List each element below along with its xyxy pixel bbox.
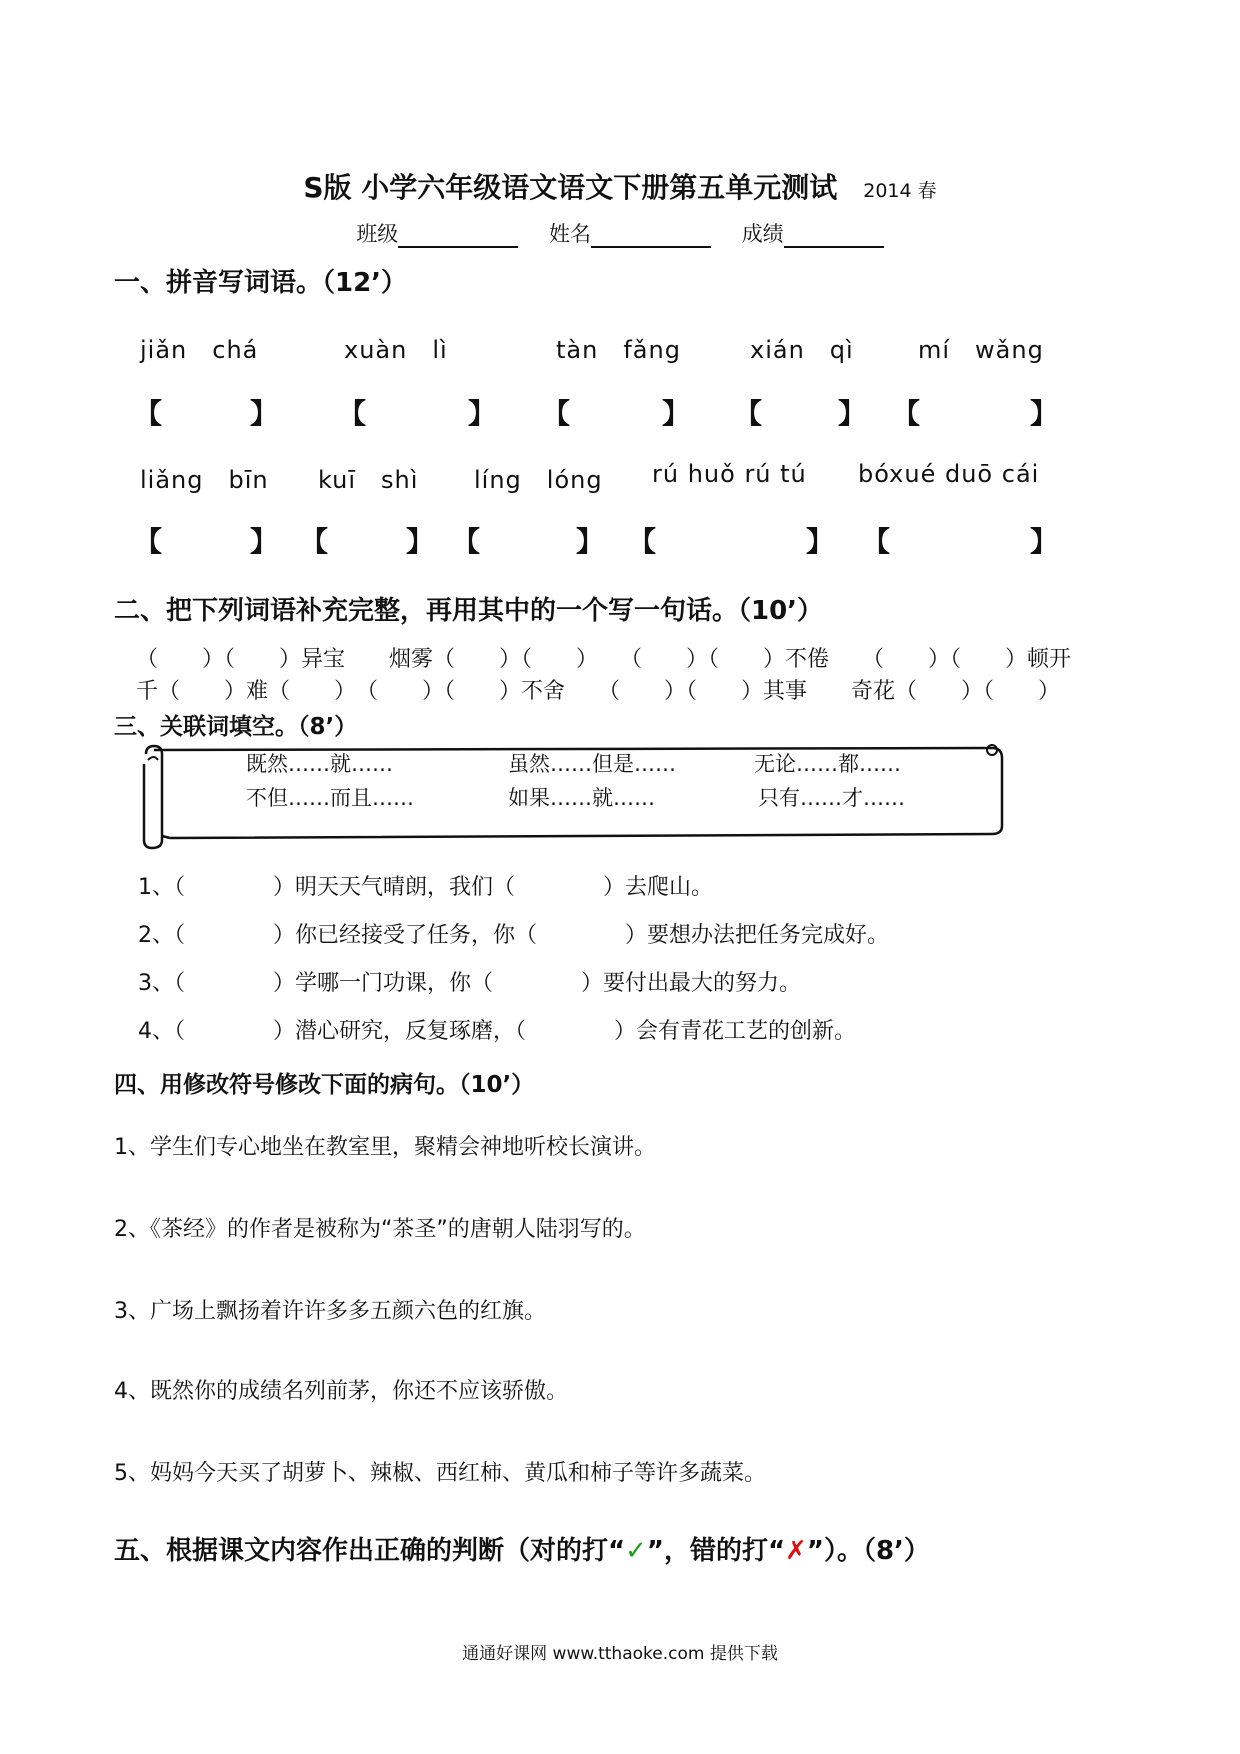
answer-bracket-open: 【 <box>300 525 329 558</box>
answer-bracket-close: 】 <box>1030 525 1059 558</box>
answer-bracket-close: 】 <box>1030 397 1059 430</box>
conjunction-6: 只有……才…… <box>758 786 905 810</box>
faulty-sentence-3: 3、广场上飘扬着许许多多五颜六色的红旗。 <box>114 1299 546 1324</box>
pinyin-9: rú huǒ rú tú <box>652 460 807 488</box>
answer-bracket-close: 】 <box>576 525 605 558</box>
pinyin-5: mí wǎng <box>918 336 1044 364</box>
conjunction-1: 既然……就…… <box>246 752 393 776</box>
faulty-sentence-5: 5、妈妈今天买了胡萝卜、辣椒、西红柿、黄瓜和柿子等许多蔬菜。 <box>114 1461 766 1486</box>
conjunction-5: 如果……就…… <box>508 786 655 810</box>
section4-heading: 四、用修改符号修改下面的病句。（10’） <box>114 1072 535 1098</box>
pinyin-2: xuàn lì <box>344 336 448 364</box>
pinyin-7: kuī shì <box>318 466 419 494</box>
name-blank[interactable] <box>591 222 711 248</box>
answer-bracket-open: 【 <box>892 397 921 430</box>
pinyin-10: bóxué duō cái <box>858 460 1040 488</box>
section1-heading: 一、拼音写词语。（12’） <box>114 268 408 298</box>
conjunction-question-3: 3、（ ）学哪一门功课，你（ ）要付出最大的努力。 <box>138 971 801 996</box>
answer-bracket-open: 【 <box>134 525 163 558</box>
section5-heading-pre: 五、根据课文内容作出正确的判断（对的打“ <box>114 1536 626 1566</box>
answer-bracket-open: 【 <box>338 397 367 430</box>
answer-bracket-close: 】 <box>406 525 435 558</box>
section5-heading <box>114 1530 930 1567</box>
answer-bracket-close: 】 <box>838 397 867 430</box>
conjunction-3: 无论……都…… <box>754 752 901 776</box>
score-blank[interactable] <box>784 222 884 248</box>
section2-heading: 二、把下列词语补充完整，再用其中的一个写一句话。（10’） <box>114 596 824 626</box>
conjunction-2: 虽然……但是…… <box>508 752 676 776</box>
answer-bracket-open: 【 <box>628 525 657 558</box>
check-mark-icon: ✓ <box>625 1536 647 1566</box>
faulty-sentence-2: 2、《茶经》的作者是被称为“茶圣”的唐朝人陆羽写的。 <box>114 1217 646 1242</box>
section3-heading: 三、关联词填空。（8’） <box>114 714 358 740</box>
conjunction-question-1: 1、（ ）明天天气晴朗，我们（ ）去爬山。 <box>138 875 713 900</box>
answer-bracket-open: 【 <box>452 525 481 558</box>
idiom-fill-line-2: 千（ ）难（ ） （ ）（ ）不舍 （ ）（ ）其事 奇花（ ）（ ） <box>136 679 1061 704</box>
cross-mark-icon: ✗ <box>785 1536 807 1566</box>
answer-bracket-open: 【 <box>542 397 571 430</box>
footer-source: 通通好课网 www.tthaoke.com 提供下载 <box>462 1644 778 1664</box>
pinyin-8: líng lóng <box>474 466 603 494</box>
student-info-line <box>0 218 1240 248</box>
score-label: 成绩 <box>741 222 784 246</box>
section5-heading-mid: ”，错的打“ <box>646 1536 786 1566</box>
conjunction-4: 不但……而且…… <box>246 786 414 810</box>
conjunction-question-2: 2、（ ）你已经接受了任务，你（ ）要想办法把任务完成好。 <box>138 923 889 948</box>
answer-bracket-close: 】 <box>662 397 691 430</box>
conjunction-question-4: 4、（ ）潜心研究，反复琢磨，（ ）会有青花工艺的创新。 <box>138 1019 856 1044</box>
faulty-sentence-4: 4、既然你的成绩名列前茅，你还不应该骄傲。 <box>114 1379 568 1404</box>
answer-bracket-close: 】 <box>250 525 279 558</box>
page-title <box>0 166 1240 206</box>
idiom-fill-line-1: （ ）（ ）异宝 烟雾（ ）（ ） （ ）（ ）不倦 （ ）（ ）顿开 <box>136 647 1072 672</box>
pinyin-4: xián qì <box>750 336 854 364</box>
pinyin-1: jiǎn chá <box>140 336 259 364</box>
title-text: S版 小学六年级语文语文下册第五单元测试 <box>303 171 838 204</box>
answer-bracket-open: 【 <box>734 397 763 430</box>
class-label: 班级 <box>356 222 399 246</box>
answer-bracket-close: 】 <box>250 397 279 430</box>
pinyin-3: tàn fǎng <box>556 336 681 364</box>
class-blank[interactable] <box>398 222 518 248</box>
answer-bracket-open: 【 <box>134 397 163 430</box>
answer-bracket-close: 】 <box>806 525 835 558</box>
answer-bracket-open: 【 <box>862 525 891 558</box>
answer-bracket-close: 】 <box>468 397 497 430</box>
name-label: 姓名 <box>549 222 591 246</box>
faulty-sentence-1: 1、学生们专心地坐在教室里，聚精会神地听校长演讲。 <box>114 1135 656 1160</box>
pinyin-6: liǎng bīn <box>140 466 269 494</box>
title-year: 2014 春 <box>863 180 937 202</box>
section5-heading-post: ”）。（8’） <box>806 1536 930 1566</box>
